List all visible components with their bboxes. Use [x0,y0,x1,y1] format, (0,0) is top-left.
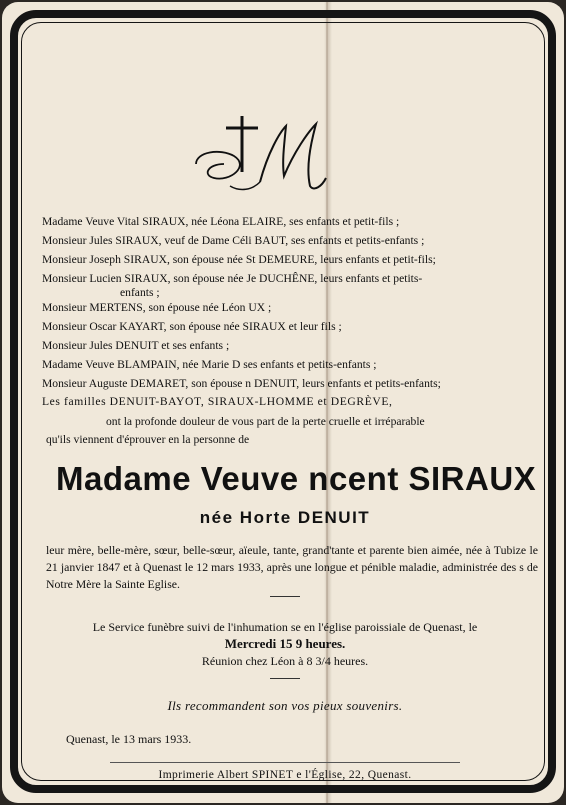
divider [270,678,300,679]
family-line: Monsieur Joseph SIRAUX, son épouse née St DEMEURE, leurs enfants et petit-fils; [42,253,436,266]
service-date: Mercredi 15 9 heures. [224,636,346,651]
footer-rule [110,762,460,763]
family-line: Monsieur Jules DENUIT et ses enfants ; [42,339,230,352]
family-line: Madame Veuve Vital SIRAUX, née Léona ELAIRE, ses enfants et petit-fils ; [42,215,400,228]
sorrow-text: ont la profonde douleur de vous part de la perte cruelle et irréparable [106,415,425,428]
family-line: Monsieur MERTENS, son épouse née Léon UX ; [42,301,272,314]
sorrow-text: qu'ils viennent d'éprouver en la personne de [46,433,250,446]
deceased-name: Madame Veuve ncent SIRAUX [56,460,537,497]
family-line: Monsieur Jules SIRAUX, veuf de Dame Céli BAUT, ses enfants et petits-enfants ; [42,234,425,247]
cross-monogram-icon [190,112,330,202]
printer-credit: Imprimerie Albert SPINET e l'Église, 22, Quenast. [158,769,412,781]
divider [270,596,300,597]
family-line: Monsieur Oscar KAYART, son épouse née SIRAUX et leur fils ; [42,320,342,333]
family-line: Monsieur Lucien SIRAUX, son épouse née Je DUCHÊNE, leurs enfants et petits- [42,272,423,285]
family-line: Les familles DENUIT-BAYOT, SIRAUX-LHOMME et DEGRÈVE, [42,395,393,408]
maiden-name: née Horte DENUIT [199,508,371,527]
biography-paragraph: leur mère, belle-mère, sœur, belle-sœur, aïeule, tante, grand'tante et parente bien aimée, née à Tubize le 21 janvier 1847 et à Quenast le 12 mars 1933, après une longue et pénible maladie, administrée des s de Notre Mère la Sainte Eglise. [46,543,538,591]
family-line: enfants ; [120,286,160,299]
date-line: Quenast, le 13 mars 1933. [66,732,192,746]
reunion-text: Réunion chez Léon à 8 3/4 heures. [201,654,369,668]
service-text: Le Service funèbre suivi de l'inhumation se en l'église paroissiale de Quenast, le [92,620,478,634]
prayer-text: Ils recommandent son vos pieux souvenirs. [167,698,403,713]
family-line: Madame Veuve BLAMPAIN, née Marie D ses enfants et petits-enfants ; [42,358,377,371]
memorial-card [2,2,564,803]
family-line: Monsieur Auguste DEMARET, son épouse n DENUIT, leurs enfants et petits-enfants; [42,377,441,390]
